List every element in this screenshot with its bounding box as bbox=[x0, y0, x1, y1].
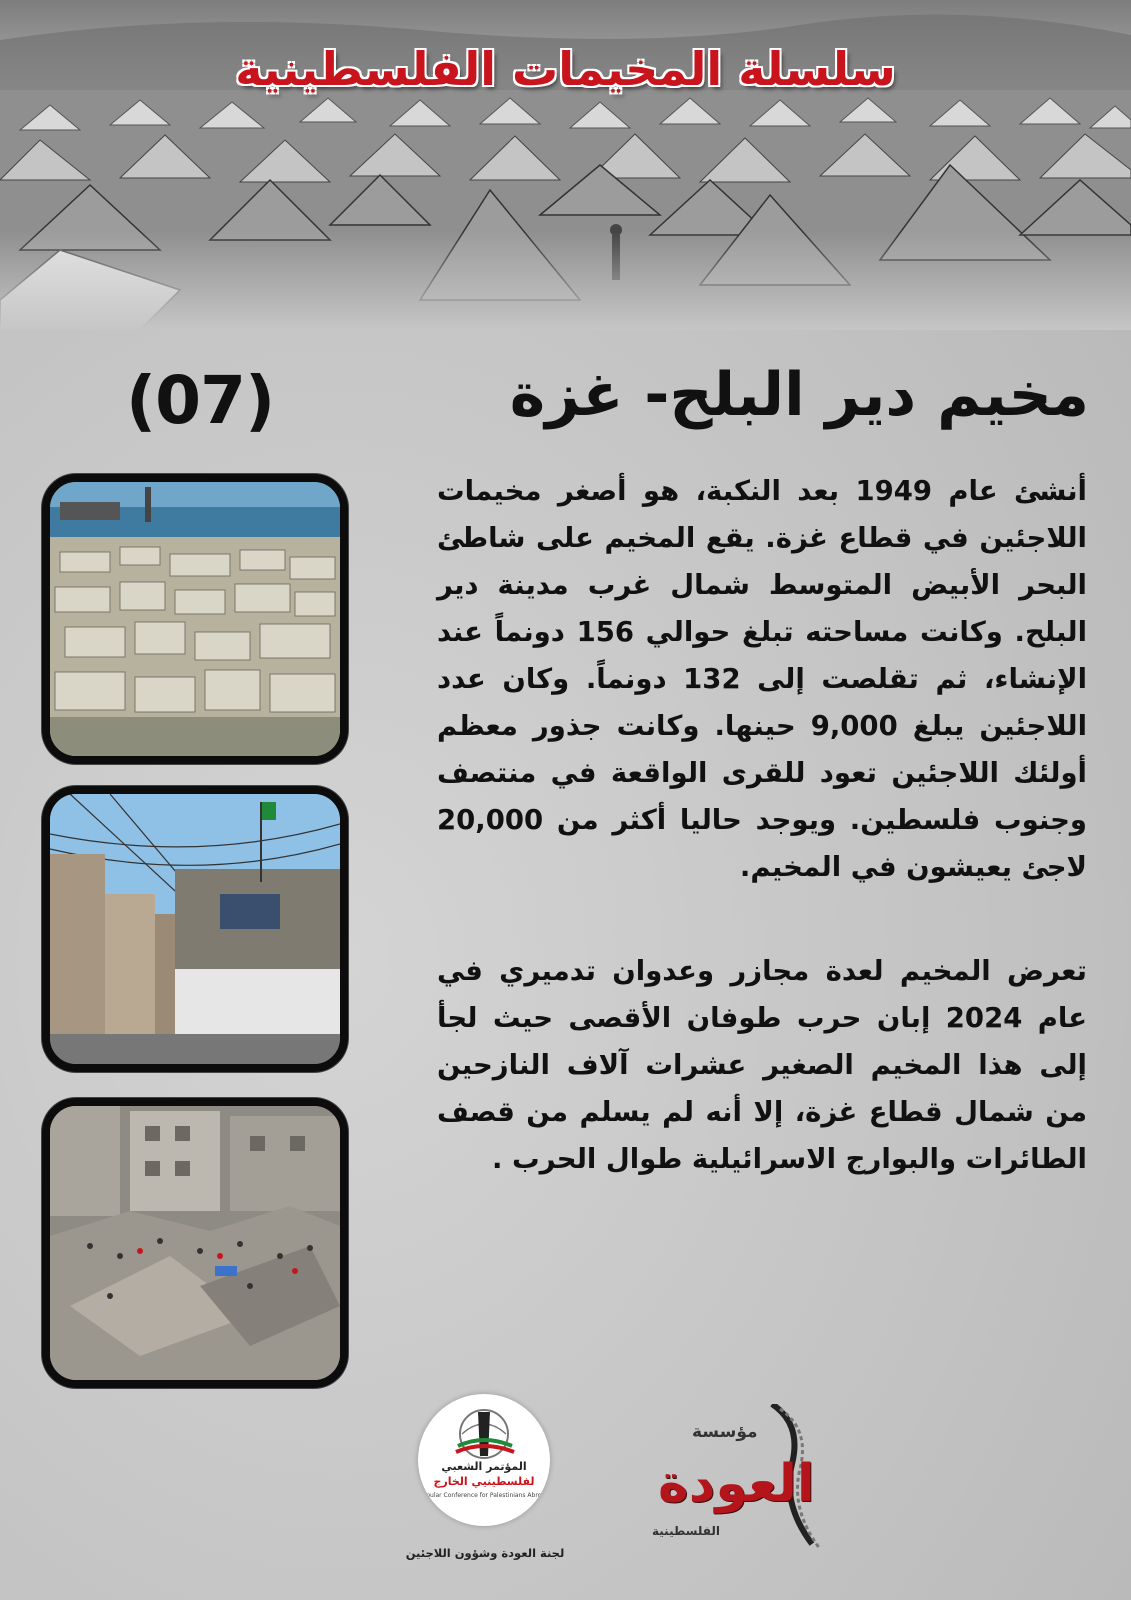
episode-number: (07) bbox=[126, 362, 275, 439]
popular-conference-logo bbox=[418, 1394, 550, 1526]
org-top-label: مؤسسة bbox=[692, 1422, 758, 1442]
return-foundation-logo bbox=[652, 1404, 842, 1554]
logo-left-line1: المؤتمر الشعبي bbox=[441, 1460, 527, 1473]
paragraph-history: أنشئ عام 1949 بعد النكبة، هو أصغر مخيمات اللاجئين في قطاع غزة. يقع المخيم على شاطئ البحر الأبيض المتوسط شمال غرب مدينة دير البلح. وكانت مساحته تبلغ حوالي 156 دونماً عند الإنشاء، ثم تقلصت إلى 132 دونماً. وكان عدد اللاجئين يبلغ 9,000 حينها. وكانت جذور معظم أولئك اللاجئين تعود للقرى الواقعة في منتصف وجنوب فلسطين. ويوجد حاليا أكثر من 20,000 لاجئ يعيشون في المخيم. bbox=[437, 475, 1087, 883]
logo-left-line2: لفلسطينيي الخارج bbox=[433, 1475, 535, 1488]
paragraph-war: تعرض المخيم لعدة مجازر وعدوان تدميري في عام 2024 إبان حرب طوفان الأقصى حيث لجأ إلى هذا المخيم الصغير عشرات آلاف النازحين من شمال قطاع غزة، إلا أنه لم يسلم من قصف الطائرات والبوارج الاسرائيلية طوال الحرب . bbox=[437, 955, 1087, 1175]
org-main-label: العودة bbox=[658, 1454, 815, 1514]
photo-destruction bbox=[42, 1098, 348, 1388]
photo-camp-street bbox=[42, 786, 348, 1072]
camp-title: مخيم دير البلح- غزة bbox=[509, 360, 1089, 430]
photo-camp-coast bbox=[42, 474, 348, 764]
committee-label: لجنة العودة وشؤون اللاجئين bbox=[405, 1546, 565, 1560]
org-sub-label: الفلسطينية bbox=[652, 1524, 721, 1538]
series-title: سلسلة المخيمات الفلسطينية bbox=[235, 42, 896, 96]
logo-left-line3: Popular Conference for Palestinians Abroad bbox=[419, 1492, 549, 1499]
